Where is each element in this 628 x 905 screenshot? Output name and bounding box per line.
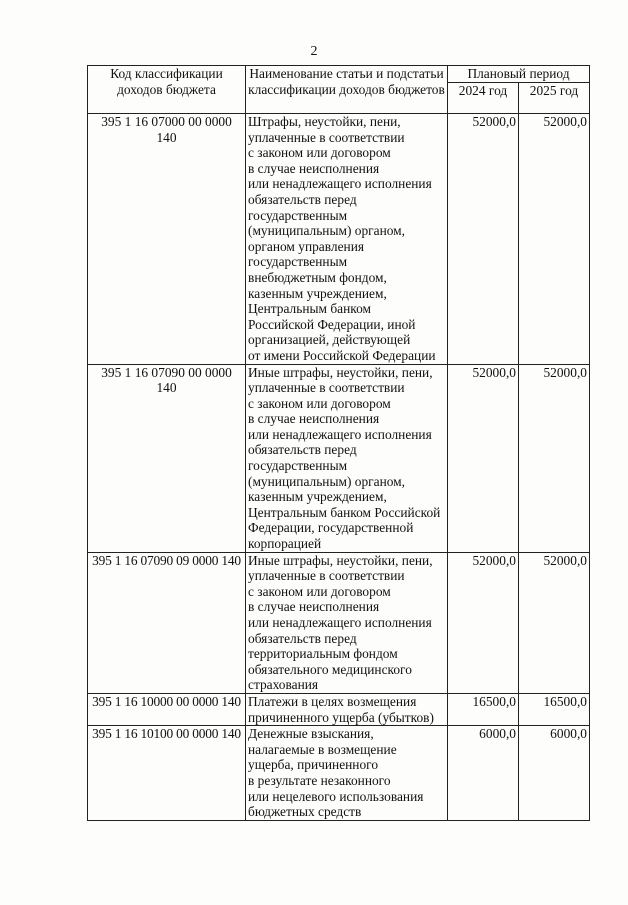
table-row bbox=[88, 364, 590, 552]
amount-2024: 6000,0 bbox=[448, 726, 519, 821]
classification-code: 395 1 16 10100 00 0000 140 bbox=[88, 726, 246, 821]
header-year-2025: 2025 год bbox=[519, 83, 590, 114]
item-name: Иные штрафы, неустойки, пени, уплаченные в соответствии с законом или договором в случае неисполнения или ненадлежащего исполнения обязательств перед территориальным фондом обязательного медицинского страхования bbox=[246, 552, 448, 693]
classification-code: 395 1 16 07000 00 0000 140 bbox=[88, 114, 246, 365]
item-name: Штрафы, неустойки, пени, уплаченные в соответствии с законом или договором в случае неисполнения или ненадлежащего исполнения обязательств перед государственным (муниципальным) органом, органом управления государственным внебюджетным фондом, казенным учреждением, Центральным банком Российской Федерации, иной организацией, действующей от имени Российской Федерации bbox=[246, 114, 448, 365]
item-name: Денежные взыскания, налагаемые в возмещение ущерба, причиненного в результате незаконного или нецелевого использования бюджетных средств bbox=[246, 726, 448, 821]
header-year-2024: 2024 год bbox=[448, 83, 519, 114]
amount-2024: 16500,0 bbox=[448, 693, 519, 725]
header-code: Код классификации доходов бюджета bbox=[88, 66, 246, 114]
item-name: Иные штрафы, неустойки, пени, уплаченные в соответствии с законом или договором в случае неисполнения или ненадлежащего исполнения обязательств перед государственным (муниципальным) органом, казенным учреждением, Центральным банком Российской Федерации, государственной корпорацией bbox=[246, 364, 448, 552]
budget-revenue-table bbox=[87, 65, 590, 821]
classification-code: 395 1 16 07090 00 0000 140 bbox=[88, 364, 246, 552]
classification-code: 395 1 16 10000 00 0000 140 bbox=[88, 693, 246, 725]
amount-2024: 52000,0 bbox=[448, 364, 519, 552]
table-row bbox=[88, 693, 590, 725]
amount-2024: 52000,0 bbox=[448, 552, 519, 693]
amount-2024: 52000,0 bbox=[448, 114, 519, 365]
header-planning-period: Плановый период bbox=[448, 66, 590, 83]
table-row bbox=[88, 726, 590, 821]
classification-code: 395 1 16 07090 09 0000 140 bbox=[88, 552, 246, 693]
amount-2025: 16500,0 bbox=[519, 693, 590, 725]
page-number: 2 bbox=[310, 44, 318, 59]
amount-2025: 52000,0 bbox=[519, 364, 590, 552]
amount-2025: 52000,0 bbox=[519, 552, 590, 693]
table-row bbox=[88, 552, 590, 693]
table-row bbox=[88, 114, 590, 365]
header-name: Наименование статьи и подстатьи классификации доходов бюджетов bbox=[246, 66, 448, 114]
item-name: Платежи в целях возмещения причиненного ущерба (убытков) bbox=[246, 693, 448, 725]
amount-2025: 52000,0 bbox=[519, 114, 590, 365]
amount-2025: 6000,0 bbox=[519, 726, 590, 821]
